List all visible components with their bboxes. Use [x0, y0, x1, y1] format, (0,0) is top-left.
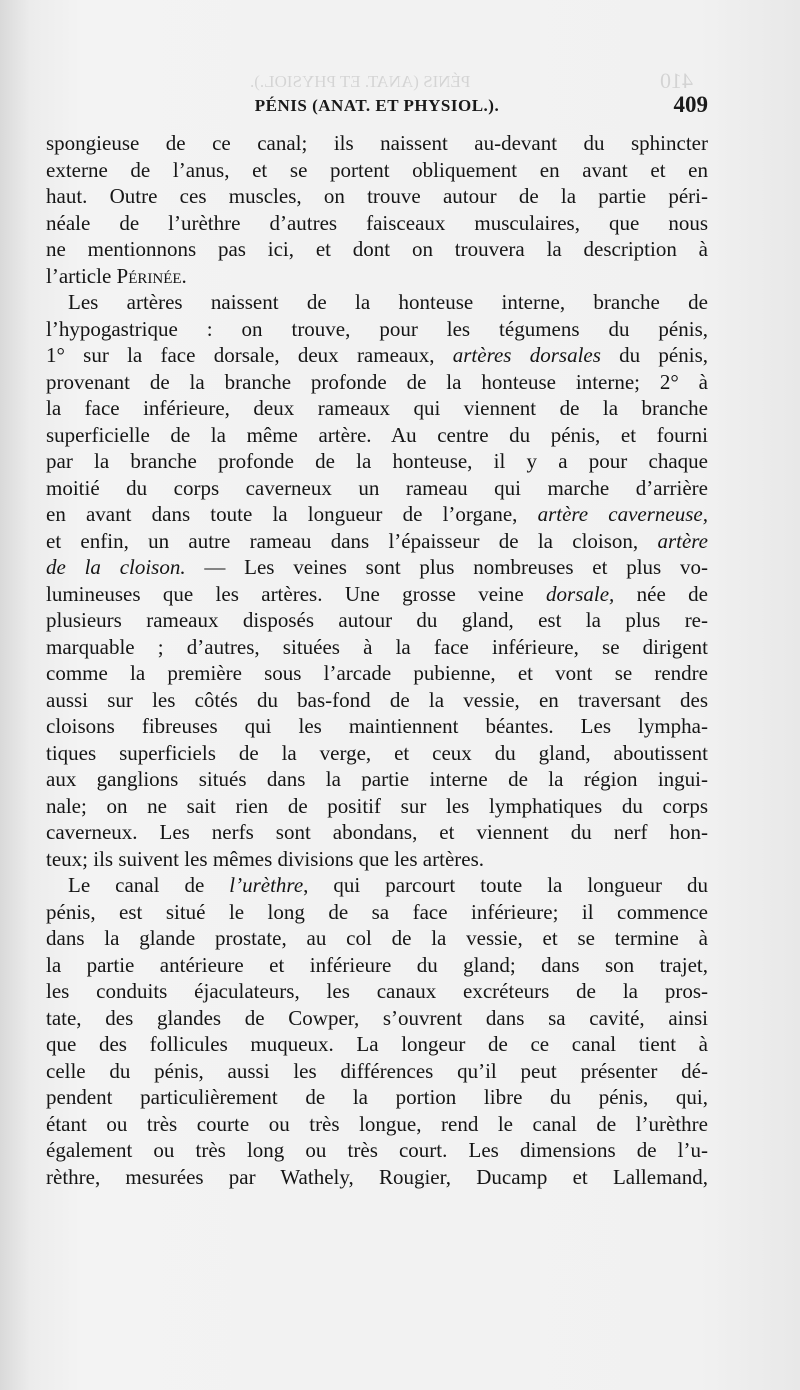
- text-line: [46, 210, 708, 237]
- small-caps-text: Périnée: [116, 263, 182, 288]
- line-text: également ou très long ou très court. Les dimensions de l’u-: [46, 1138, 708, 1162]
- line-text: en avant dans toute la longueur de l’organe,: [46, 502, 538, 526]
- text-line: [46, 183, 708, 210]
- text-line: [46, 342, 708, 369]
- line-text: aussi sur les côtés du bas-fond de la vessie, en traversant des: [46, 687, 708, 712]
- text-line: [46, 422, 708, 449]
- text-line: [46, 1164, 708, 1191]
- text-line: [46, 475, 708, 502]
- text-line: [46, 289, 708, 316]
- show-through-text: PÉNIS (ANAT. ET PHYSIOL.).: [250, 72, 471, 91]
- line-text: rèthre, mesurées par Wathely, Rougier, Ducamp et Lallemand,: [46, 1164, 708, 1189]
- italic-text: artères dorsales: [452, 343, 601, 367]
- italic-text: de la cloison.: [46, 555, 186, 579]
- text-line: [46, 952, 708, 979]
- text-line: [46, 528, 708, 555]
- text-line: [46, 740, 708, 767]
- line-text: pénis, est situé le long de sa face inférieure; il commence: [46, 899, 708, 924]
- text-line: [46, 1058, 708, 1085]
- page-number: 409: [673, 92, 708, 117]
- italic-text: artère caverneuse,: [537, 502, 708, 526]
- text-line: [46, 316, 708, 343]
- line-text: aux ganglions situés dans la partie interne de la région ingui-: [46, 767, 708, 791]
- line-text: dans la glande prostate, au col de la vessie, et se termine à: [46, 926, 708, 950]
- line-text: , qui parcourt toute la longueur du: [303, 873, 708, 897]
- text-line: [46, 395, 708, 422]
- text-line: [46, 501, 708, 528]
- line-text: cloisons fibreuses qui les maintiennent béantes. Les lympha-: [46, 714, 708, 738]
- line-text: provenant de la branche profonde de la honteuse interne; 2° à: [46, 369, 708, 394]
- text-line: [46, 1137, 708, 1164]
- text-line: [46, 766, 708, 793]
- text-line: [46, 899, 708, 926]
- body-text: [46, 130, 708, 1190]
- line-text: superficielle de la même artère. Au centre du pénis, et fourni: [46, 422, 708, 447]
- line-text: les conduits éjaculateurs, les canaux excréteurs de la pros-: [46, 979, 708, 1003]
- text-line: [46, 607, 708, 634]
- text-line: [46, 130, 708, 157]
- page-header: [46, 92, 708, 122]
- text-line: [46, 687, 708, 714]
- line-text: Les artères naissent de la honteuse interne, branche de: [68, 290, 708, 314]
- line-text: étant ou très courte ou très longue, rend le canal de l’urèthre: [46, 1111, 708, 1136]
- text-line: [46, 263, 708, 290]
- text-line: [46, 819, 708, 846]
- italic-text: artère: [657, 528, 708, 553]
- text-line: [46, 660, 708, 687]
- line-text: caverneux. Les nerfs sont abondans, et viennent du nerf hon-: [46, 820, 708, 844]
- text-line: [46, 1084, 708, 1111]
- text-line: [46, 369, 708, 396]
- line-text: haut. Outre ces muscles, on trouve autour de la partie péri-: [46, 184, 708, 208]
- line-text: .: [181, 263, 187, 288]
- text-line: [46, 872, 708, 899]
- text-line: [46, 448, 708, 475]
- line-text: celle du pénis, aussi les différences qu’il peut présenter dé-: [46, 1058, 708, 1083]
- line-text: née de: [614, 581, 708, 606]
- text-line: [46, 581, 708, 608]
- line-text: du pénis,: [600, 343, 709, 367]
- text-line: [46, 978, 708, 1005]
- line-text: Le canal de: [68, 873, 230, 897]
- text-line: [46, 1031, 708, 1058]
- line-text: la face inférieure, deux rameaux qui viennent de la branche: [46, 396, 708, 420]
- italic-text: dorsale,: [546, 581, 615, 606]
- line-text: l’article: [46, 263, 117, 288]
- show-through-number: 410: [660, 68, 693, 93]
- line-text: teux; ils suivent les mêmes divisions que les artères.: [46, 846, 485, 871]
- text-line: [46, 1005, 708, 1032]
- line-text: par la branche profonde de la honteuse, il y a pour chaque: [46, 449, 708, 473]
- line-text: — Les veines sont plus nombreuses et plus vo-: [185, 555, 708, 579]
- line-text: et enfin, un autre rameau dans l’épaisseur de la cloison,: [46, 528, 658, 553]
- line-text: 1° sur la face dorsale, deux rameaux,: [46, 343, 453, 367]
- line-text: que des follicules muqueux. La longeur de ce canal tient à: [46, 1032, 708, 1056]
- text-line: [46, 713, 708, 740]
- line-text: externe de l’anus, et se portent obliquement en avant et en: [46, 157, 708, 182]
- line-text: nale; on ne sait rien de positif sur les lymphatiques du corps: [46, 793, 708, 818]
- line-text: l’hypogastrique : on trouve, pour les tégumens du pénis,: [46, 316, 708, 341]
- line-text: néale de l’urèthre d’autres faisceaux musculaires, que nous: [46, 210, 708, 235]
- text-line: [46, 1111, 708, 1138]
- text-line: [46, 634, 708, 661]
- line-text: lumineuses que les artères. Une grosse veine: [46, 581, 547, 606]
- text-line: [46, 554, 708, 581]
- line-text: tiques superficiels de la verge, et ceux du gland, aboutissent: [46, 740, 708, 765]
- line-text: plusieurs rameaux disposés autour du gland, est la plus re-: [46, 608, 708, 632]
- text-line: [46, 157, 708, 184]
- line-text: moitié du corps caverneux un rameau qui marche d’arrière: [46, 475, 708, 500]
- line-text: marquable ; d’autres, situées à la face inférieure, se dirigent: [46, 634, 708, 659]
- line-text: tate, des glandes de Cowper, s’ouvrent dans sa cavité, ainsi: [46, 1005, 708, 1030]
- text-line: [46, 236, 708, 263]
- text-line: [46, 793, 708, 820]
- line-text: ne mentionnons pas ici, et dont on trouvera la description à: [46, 237, 708, 261]
- running-head: PÉNIS (ANAT. ET PHYSIOL.).: [254, 96, 500, 115]
- text-line: [46, 846, 708, 873]
- line-text: comme la première sous l’arcade pubienne, et vont se rendre: [46, 661, 708, 685]
- line-text: la partie antérieure et inférieure du gland; dans son trajet,: [46, 952, 708, 977]
- text-line: [46, 925, 708, 952]
- line-text: spongieuse de ce canal; ils naissent au-devant du sphincter: [46, 131, 708, 155]
- italic-text: l’urèthre: [229, 873, 304, 897]
- line-text: pendent particulièrement de la portion libre du pénis, qui,: [46, 1085, 708, 1109]
